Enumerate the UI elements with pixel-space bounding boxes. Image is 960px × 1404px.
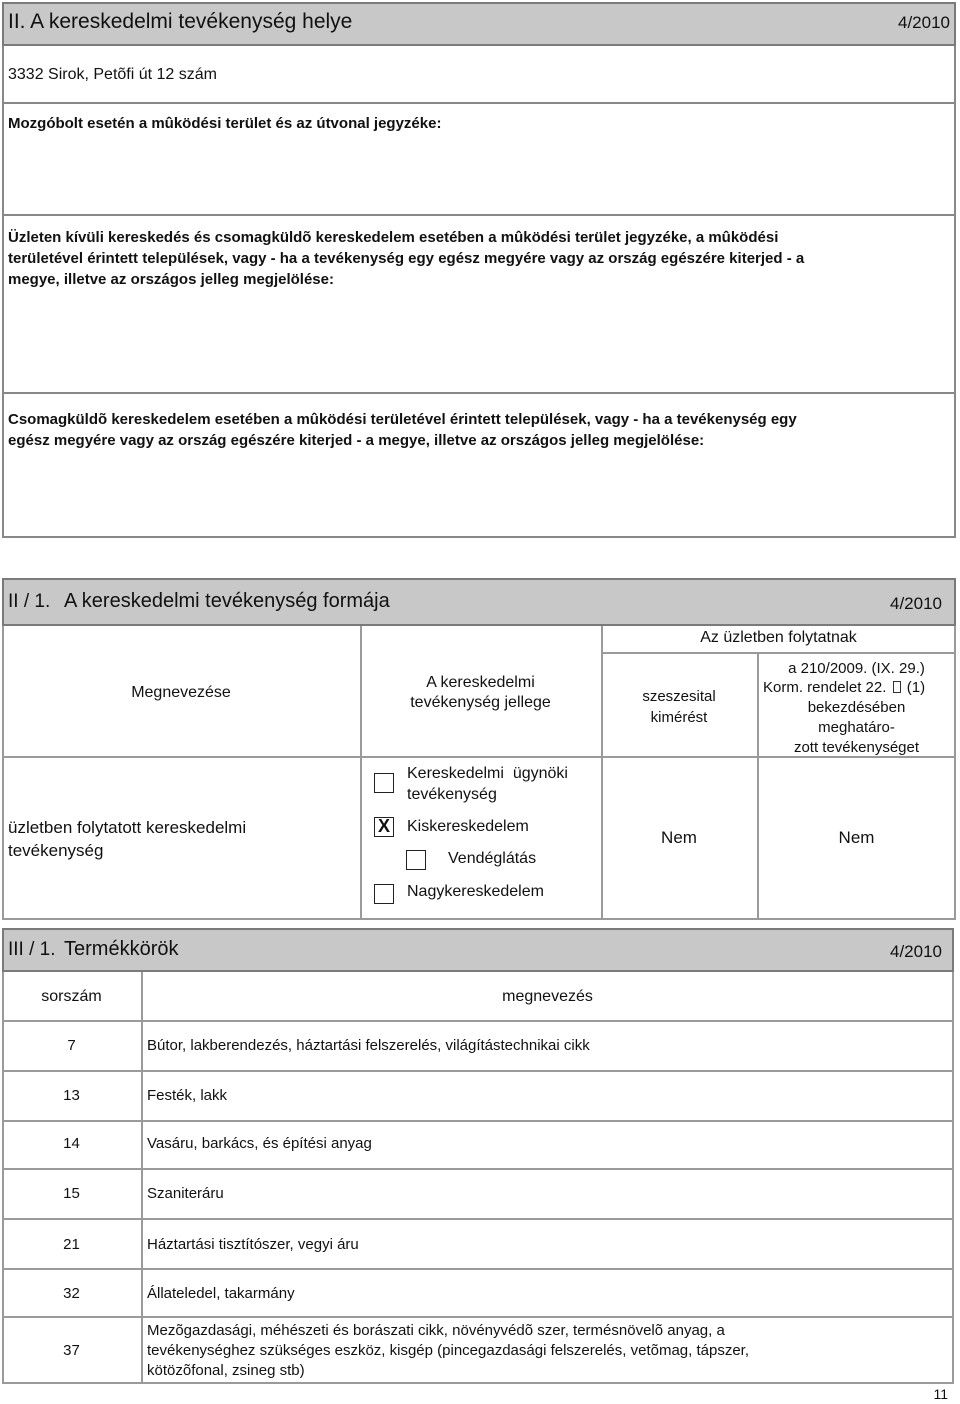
col-reg-header-4: bekezdésében [807,699,906,716]
row-7-number: 7 [67,1037,76,1054]
section-2-1-title: A kereskedelmi tevékenység formája [64,590,390,612]
mail-order-label-1: Csomagküldõ kereskedelem esetében a mûködési területével érintett települések, vagy - ha a tevékenység egy [8,411,797,428]
measure-value: Nem [661,828,697,847]
row-14-number: 14 [63,1135,80,1152]
section-2-title: II. A kereskedelmi tevékenység helye [8,10,353,33]
row-name-1: üzletben folytatott kereskedelmi [8,818,247,837]
section-3-1-prefix: III / 1. [8,939,56,960]
row-37-number: 37 [63,1342,80,1359]
mobile-shop-label: Mozgóbolt esetén a mûködési terület és az útvonal jegyzéke: [8,115,442,132]
col-number-header: sorszám [41,988,102,1005]
col-character-header-1: A kereskedelmi [426,674,535,691]
row-name-2: tevékenység [8,841,104,860]
col-product-header: megnevezés [502,988,593,1005]
wholesale-checkbox[interactable] [374,884,394,904]
row-32-name: Állateledel, takarmány [147,1285,295,1302]
row-37-name-1: Mezõgazdasági, méhészeti és borászati cikk, növényvédõ szer, termésnövelõ anyag, a [147,1322,725,1339]
col-reg-header-5: meghatáro- [818,719,895,736]
outside-trade-label-3: megye, illetve az országos jelleg megjelölése: [8,271,334,288]
row-21-number: 21 [63,1236,80,1253]
section-3-1-title: Termékkörök [64,938,179,960]
col-reg-header-1: a 210/2009. (IX. 29.) [788,660,925,677]
mail-order-label-2: egész megyére vagy az ország egészére kiterjed - a megye, illetve az országos jelleg megjelölése: [8,432,705,449]
agent-checkbox[interactable] [374,773,394,793]
agent-label-2: tevékenység [407,786,497,803]
row-32-number: 32 [63,1285,80,1302]
catering-checkbox[interactable] [406,850,426,870]
row-13-name: Festék, lakk [147,1087,228,1104]
section-sign-icon [893,681,901,693]
row-14-name: Vasáru, barkács, és építési anyag [147,1135,372,1152]
row-37-name-3: kötözõfonal, zsineg stb) [147,1362,305,1379]
row-37-name-2: tevékenységhez szükséges eszköz, kisgép (pincegazdasági felszerelés, vetõmag, tápszer, [147,1342,749,1359]
row-7-name: Bútor, lakberendezés, háztartási felszerelés, világítástechnikai cikk [147,1037,590,1054]
wholesale-label: Nagykereskedelem [407,883,544,900]
section-2-form-code: 4/2010 [898,13,950,32]
section-3-1-form-code: 4/2010 [890,942,942,961]
col-reg-header-2: Korm. rendelet 22. (1) [763,679,926,696]
row-15-name: Szaniteráru [147,1185,224,1202]
section-2-1-prefix: II / 1. [8,591,51,612]
col-name-header: Megnevezése [131,684,231,701]
agent-label-1: Kereskedelmi ügynöki [407,765,568,782]
col-character-header-2: tevékenység jellege [410,694,551,711]
outside-trade-label-2: területével érintett települések, vagy - ha a tevékenység egy egész megyére vagy az ország egészére kiterjed - a [8,250,805,267]
page-number: 11 [933,1386,948,1402]
col-reg-header-6: zott tevékenységet [793,739,920,756]
address-text: 3332 Sirok, Petõfi út 12 szám [8,66,217,83]
catering-label: Vendéglátás [448,850,537,867]
section-2-1-form-code: 4/2010 [890,594,942,613]
col-measure-header-2: kimérést [650,709,708,726]
retail-checkbox[interactable]: X [374,817,394,837]
row-15-number: 15 [63,1185,80,1202]
group-header: Az üzletben folytatnak [700,629,857,646]
row-21-name: Háztartási tisztítószer, vegyi áru [147,1236,359,1253]
reg-value: Nem [838,828,875,847]
outside-trade-label-1: Üzleten kívüli kereskedés és csomagküldõ kereskedelem esetében a mûködési terület jegyzéke, a mûködési [8,229,779,246]
col-measure-header-1: szeszesital [642,688,716,705]
retail-label: Kiskereskedelem [407,818,529,835]
row-13-number: 13 [63,1087,80,1104]
